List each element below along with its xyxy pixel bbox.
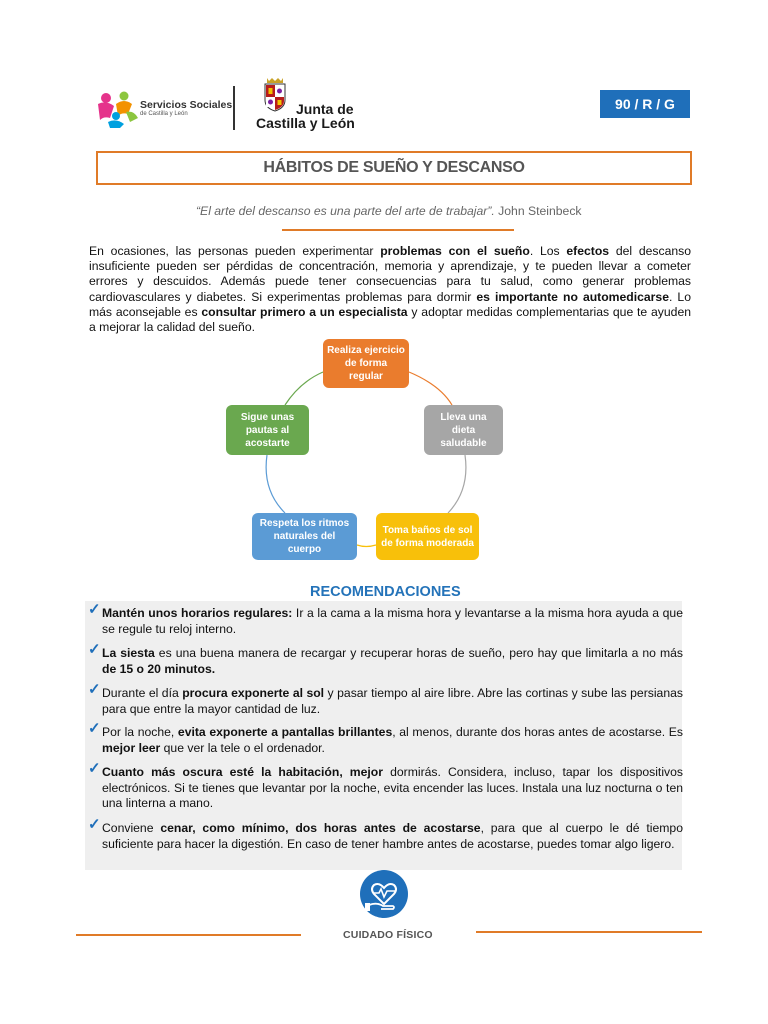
heart-hand-icon bbox=[359, 869, 409, 919]
recommendation-text bbox=[88, 646, 683, 677]
text-run: Conviene bbox=[102, 821, 161, 835]
recommendation-text bbox=[88, 686, 683, 717]
bold-run: Mantén unos horarios regulares: bbox=[102, 606, 293, 620]
page-title: HÁBITOS DE SUEÑO Y DESCANSO bbox=[96, 151, 692, 185]
text-run: dormirás. Considera, incluso, tapar los dispositivos electrónicos. Si te tienes que levantar por la noche, evita encender las luces. Instala una luz nocturna o ten una linterna a mano. bbox=[102, 765, 683, 810]
bold-run: consultar primero a un especialista bbox=[201, 304, 408, 319]
recommendation-item bbox=[88, 816, 683, 852]
bold-run: evita exponerte a pantallas brillantes bbox=[177, 725, 393, 739]
cycle-node-bedtime: Sigue unas pautas al acostarte bbox=[226, 405, 309, 455]
cycle-node-rhythms: Respeta los ritmos naturales del cuerpo bbox=[252, 513, 357, 560]
bold-run: La siesta bbox=[102, 646, 155, 660]
checkmark-icon: ✓ bbox=[88, 816, 101, 833]
text-run: y pasar tiempo al aire libre. Abre las cortinas y sube las persianas para que entre la mayor cantidad de luz. bbox=[102, 686, 683, 716]
text-run: , al menos, durante dos horas antes de acostarse. Es bbox=[392, 725, 683, 739]
footer-line-right bbox=[476, 931, 702, 933]
text-run: , para que al cuerpo le dé tiempo suficiente para hacer la digestión. En caso de tener hambre antes de acostarse, puedes tomar algo ligero. bbox=[102, 821, 683, 851]
recommendation-text bbox=[88, 725, 683, 756]
document-code-badge: 90 / R / G bbox=[600, 90, 690, 118]
recommendation-text bbox=[88, 606, 683, 637]
recommendation-item bbox=[88, 720, 683, 756]
bold-run: mejor leer bbox=[102, 740, 161, 755]
text-run: que ver la tele o el ordenador. bbox=[160, 740, 325, 755]
text-run: En ocasiones, las personas pueden experimentar bbox=[89, 244, 381, 258]
recommendation-item bbox=[88, 760, 683, 812]
recommendation-item bbox=[88, 641, 683, 677]
cycle-arc-yellow bbox=[357, 545, 376, 547]
footer-line-left bbox=[76, 934, 301, 936]
checkmark-icon: ✓ bbox=[88, 681, 101, 698]
footer-label: CUIDADO FÍSICO bbox=[343, 929, 433, 941]
quote-text: “El arte del descanso es una parte del arte de trabajar”. bbox=[196, 204, 495, 218]
checkmark-icon: ✓ bbox=[88, 641, 101, 658]
text-run: . Lo más aconsejable es bbox=[89, 289, 691, 319]
recommendations-title: RECOMENDACIONES bbox=[310, 584, 461, 600]
recommendation-text bbox=[88, 765, 683, 812]
bold-run: Cuanto más oscura esté la habitación, mejor bbox=[102, 765, 383, 779]
bold-run: problemas con el sueño bbox=[380, 244, 530, 258]
checkmark-icon: ✓ bbox=[88, 601, 101, 618]
recommendation-item bbox=[88, 601, 683, 637]
bold-run: cenar, como mínimo, dos horas antes de acostarse bbox=[160, 821, 481, 835]
quote-author: John Steinbeck bbox=[498, 204, 582, 218]
cycle-arc-blue bbox=[266, 455, 285, 513]
org2-line2: Castilla y León bbox=[256, 115, 355, 131]
bold-run: de 15 o 20 minutos. bbox=[102, 661, 216, 676]
org1-title: Servicios Sociales bbox=[140, 99, 233, 111]
bold-run: procura exponerte al sol bbox=[182, 686, 325, 700]
text-run: Ir a la cama a la misma hora y levantarse a la misma hora ayuda a que se regule tu reloj interno. bbox=[102, 606, 683, 636]
recommendation-text bbox=[88, 821, 683, 852]
recommendation-item bbox=[88, 681, 683, 717]
cycle-node-exercise: Realiza ejercicio de forma regular bbox=[323, 339, 409, 388]
text-run: . Los bbox=[529, 244, 567, 258]
text-run: y adoptar medidas complementarias que te ayuden a mejorar la calidad del sueño. bbox=[89, 304, 691, 335]
cycle-arc-green bbox=[285, 372, 323, 405]
checkmark-icon: ✓ bbox=[88, 760, 101, 777]
checkmark-icon: ✓ bbox=[88, 720, 101, 737]
text-run: del descanso insuficiente pueden ser pérdidas de concentración, memoria y aprendizaje, y te pueden llevar a cometer errores y descuidos. Además puede tener consecuencias para tu salud, como generar problemas cardiovasculares y diabetes. Si experimentas problemas para dormir bbox=[89, 244, 692, 304]
text-run: es una buena manera de recargar y recuperar horas de sueño, pero hay que limitarla a no más bbox=[154, 646, 683, 660]
cycle-arc-orange bbox=[409, 372, 452, 405]
cycle-arc-gray bbox=[448, 455, 466, 513]
org1-subtitle: de Castilla y León bbox=[140, 111, 188, 117]
bold-run: es importante no automedicarse bbox=[476, 289, 669, 304]
text-run: Durante el día bbox=[102, 686, 183, 700]
cycle-node-diet: Lleva una dieta saludable bbox=[424, 405, 503, 455]
org2-line1: Junta de bbox=[296, 101, 354, 117]
text-run: Por la noche, bbox=[102, 725, 178, 739]
bold-run: efectos bbox=[566, 244, 610, 258]
cycle-node-sun: Toma baños de sol de forma moderada bbox=[376, 513, 479, 560]
